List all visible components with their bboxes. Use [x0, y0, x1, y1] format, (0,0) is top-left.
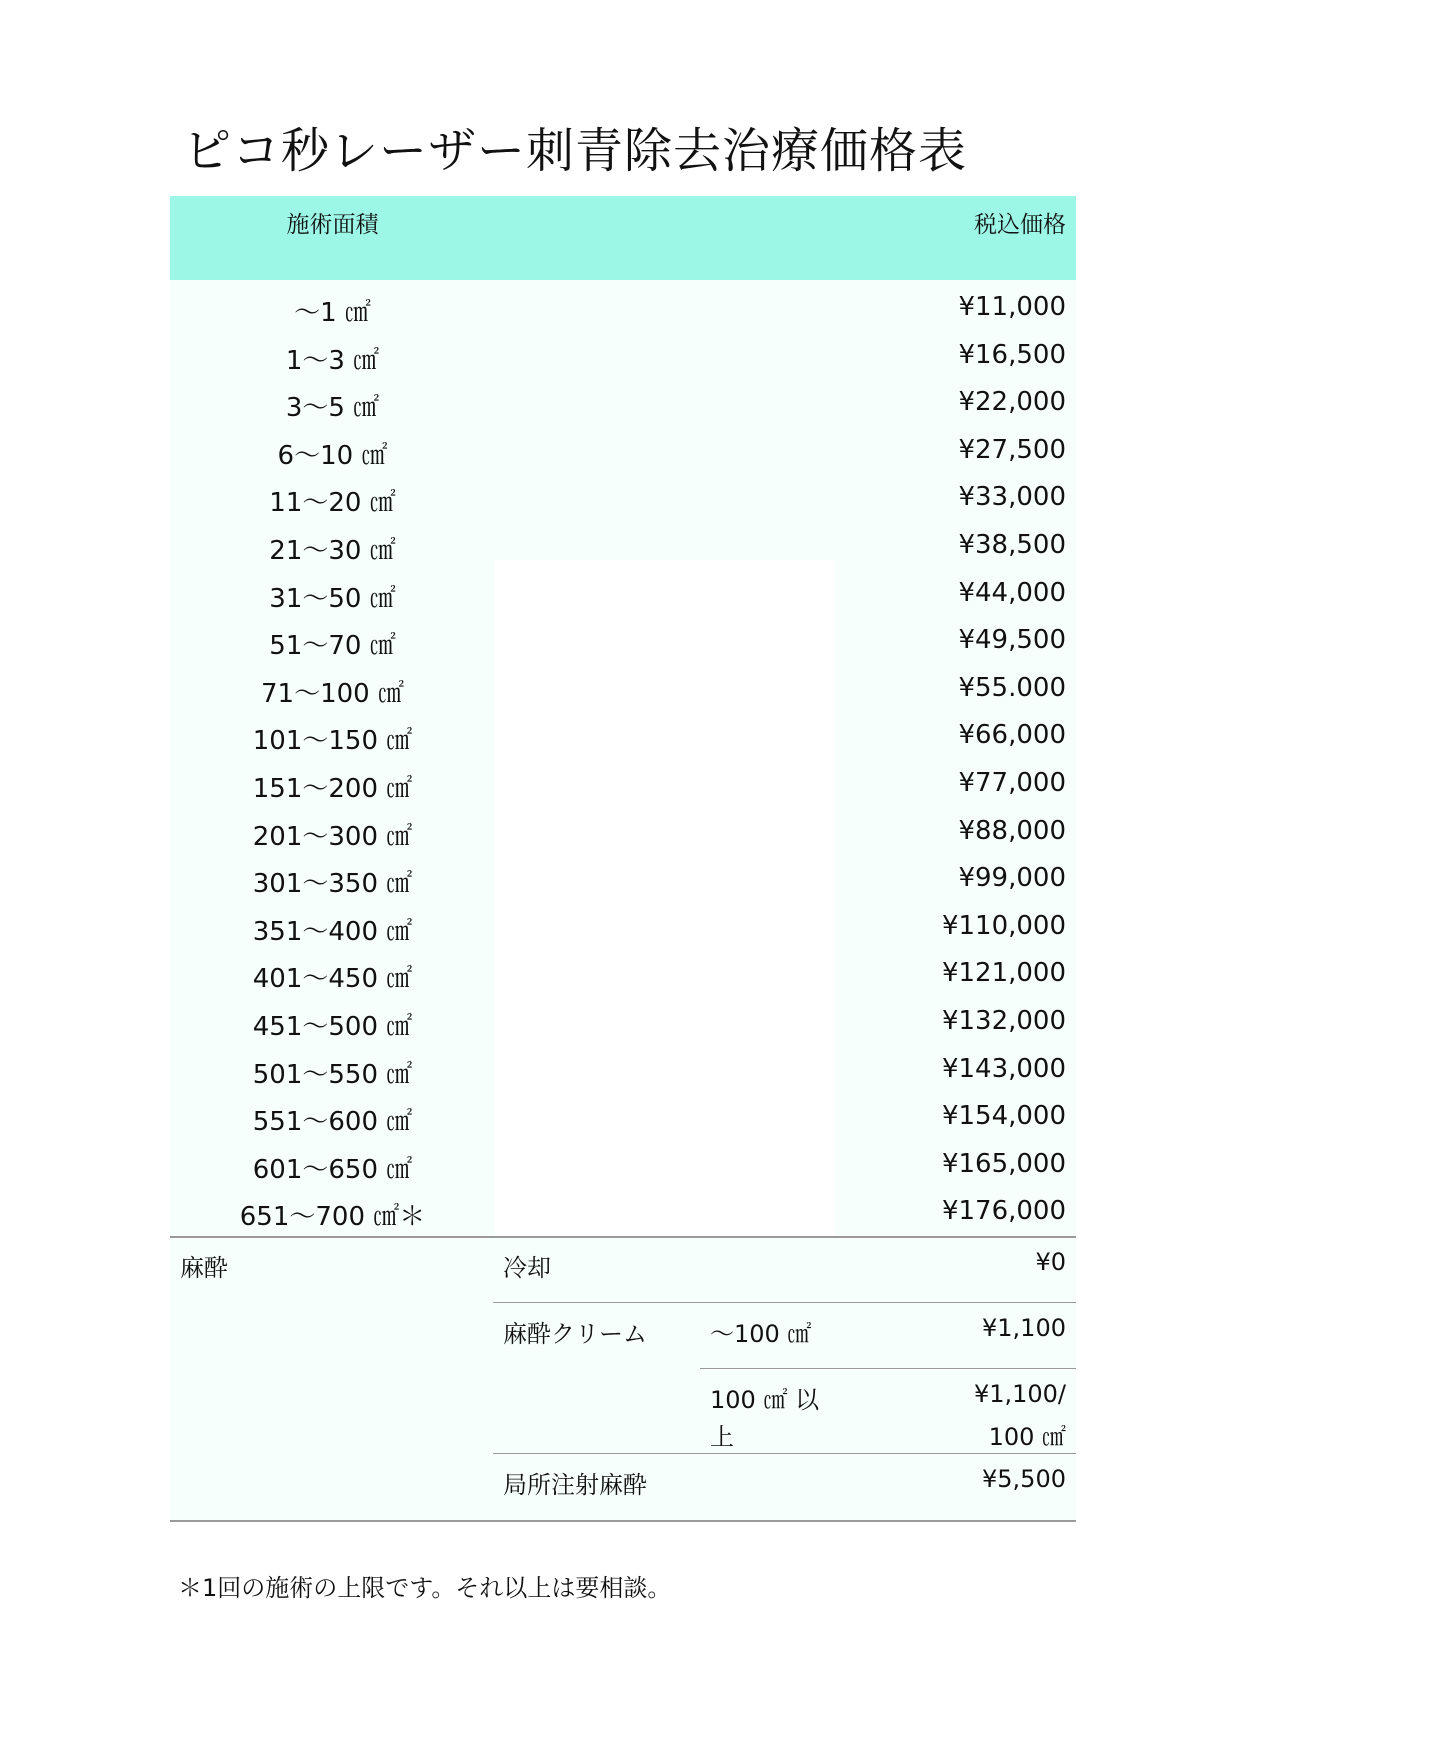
row-area: 201〜300 ㎠ [252, 821, 413, 852]
table-row [170, 379, 1076, 427]
divider-injection [493, 1453, 1076, 1454]
row-area: 71〜100 ㎠ [261, 678, 404, 709]
injection-price: ¥5,500 [982, 1464, 1066, 1493]
row-price: ¥22,000 [958, 387, 1066, 418]
row-price: ¥132,000 [941, 1005, 1066, 1036]
header-price: 税込価格 [974, 212, 1066, 238]
row-area: 501〜550 ㎠ [252, 1059, 413, 1090]
row-area: 151〜200 ㎠ [252, 773, 413, 804]
table-row [170, 1046, 1076, 1094]
header-area: 施術面積 [286, 212, 379, 238]
injection-label: 局所注射麻酔 [503, 1470, 647, 1499]
row-price: ¥66,000 [958, 720, 1066, 751]
table-row [170, 1093, 1076, 1141]
table-row [170, 332, 1076, 380]
table-row [170, 903, 1076, 951]
row-price: ¥121,000 [941, 958, 1066, 989]
table-row [170, 474, 1076, 522]
table-row [170, 665, 1076, 713]
table-header [170, 196, 1076, 280]
row-price: ¥165,000 [941, 1148, 1066, 1179]
table-row [170, 855, 1076, 903]
row-price: ¥110,000 [941, 910, 1066, 941]
row-area: 401〜450 ㎠ [252, 964, 413, 995]
row-area: 21〜30 ㎠ [269, 535, 396, 566]
cream-tier2-range-line1: 100 ㎠ 以 [710, 1385, 820, 1414]
table-row [170, 1141, 1076, 1189]
row-area: 351〜400 ㎠ [252, 916, 413, 947]
table-row [170, 1188, 1076, 1236]
row-price: ¥27,500 [958, 434, 1066, 465]
table-row [170, 712, 1076, 760]
row-area: 451〜500 ㎠ [252, 1011, 413, 1042]
table-row [170, 570, 1076, 618]
row-price: ¥99,000 [958, 863, 1066, 894]
cream-tier2-price-line1: ¥1,100/ [973, 1379, 1066, 1408]
price-table [170, 196, 1076, 1522]
row-area: 551〜600 ㎠ [252, 1107, 413, 1138]
price-rows [170, 280, 1076, 1236]
row-area: 1〜3 ㎠ [285, 345, 380, 376]
row-price: ¥44,000 [958, 577, 1066, 608]
footnote: ＊1回の施術の上限です。それ以上は要相談。 [178, 1574, 672, 1602]
cooling-label: 冷却 [503, 1253, 551, 1282]
table-row [170, 284, 1076, 332]
table-row [170, 950, 1076, 998]
row-area: 51〜70 ㎠ [269, 631, 396, 662]
row-price: ¥16,500 [958, 339, 1066, 370]
anesthesia-section [170, 1236, 1076, 1522]
row-area: 101〜150 ㎠ [252, 726, 413, 757]
row-area: 3〜5 ㎠ [285, 393, 380, 424]
row-price: ¥33,000 [958, 482, 1066, 513]
cream-tier2-price-line2: 100 ㎠ [988, 1422, 1066, 1451]
row-area: 31〜50 ㎠ [269, 583, 396, 614]
row-area: 651〜700 ㎠＊ [239, 1202, 426, 1233]
table-row [170, 998, 1076, 1046]
row-price: ¥49,500 [958, 625, 1066, 656]
row-area: 11〜20 ㎠ [269, 488, 396, 519]
cooling-price: ¥0 [1035, 1247, 1066, 1276]
row-price: ¥77,000 [958, 767, 1066, 798]
cream-tier1-range: 〜100 ㎠ [710, 1319, 812, 1348]
table-row [170, 760, 1076, 808]
page-title: ピコ秒レーザー刺青除去治療価格表 [183, 123, 968, 179]
table-row [170, 427, 1076, 475]
row-area: 6〜10 ㎠ [277, 440, 388, 471]
row-price: ¥154,000 [941, 1101, 1066, 1132]
row-area: 301〜350 ㎠ [252, 869, 413, 900]
row-area: 〜1 ㎠ [294, 298, 371, 328]
table-row [170, 522, 1076, 570]
row-price: ¥55.000 [958, 672, 1066, 703]
row-price: ¥176,000 [941, 1196, 1066, 1227]
row-price: ¥88,000 [958, 815, 1066, 846]
cream-label: 麻酔クリーム [503, 1319, 647, 1348]
anesthesia-label: 麻酔 [180, 1253, 228, 1282]
row-price: ¥143,000 [941, 1053, 1066, 1084]
row-price: ¥11,000 [958, 292, 1066, 322]
cream-tier1-price: ¥1,100 [982, 1313, 1066, 1342]
divider-cooling [493, 1302, 1076, 1303]
divider-cream-tier [700, 1368, 1076, 1369]
table-row [170, 617, 1076, 665]
row-price: ¥38,500 [958, 529, 1066, 560]
row-area: 601〜650 ㎠ [252, 1154, 413, 1185]
table-row [170, 808, 1076, 856]
cream-tier2-range-line2: 上 [710, 1422, 734, 1451]
